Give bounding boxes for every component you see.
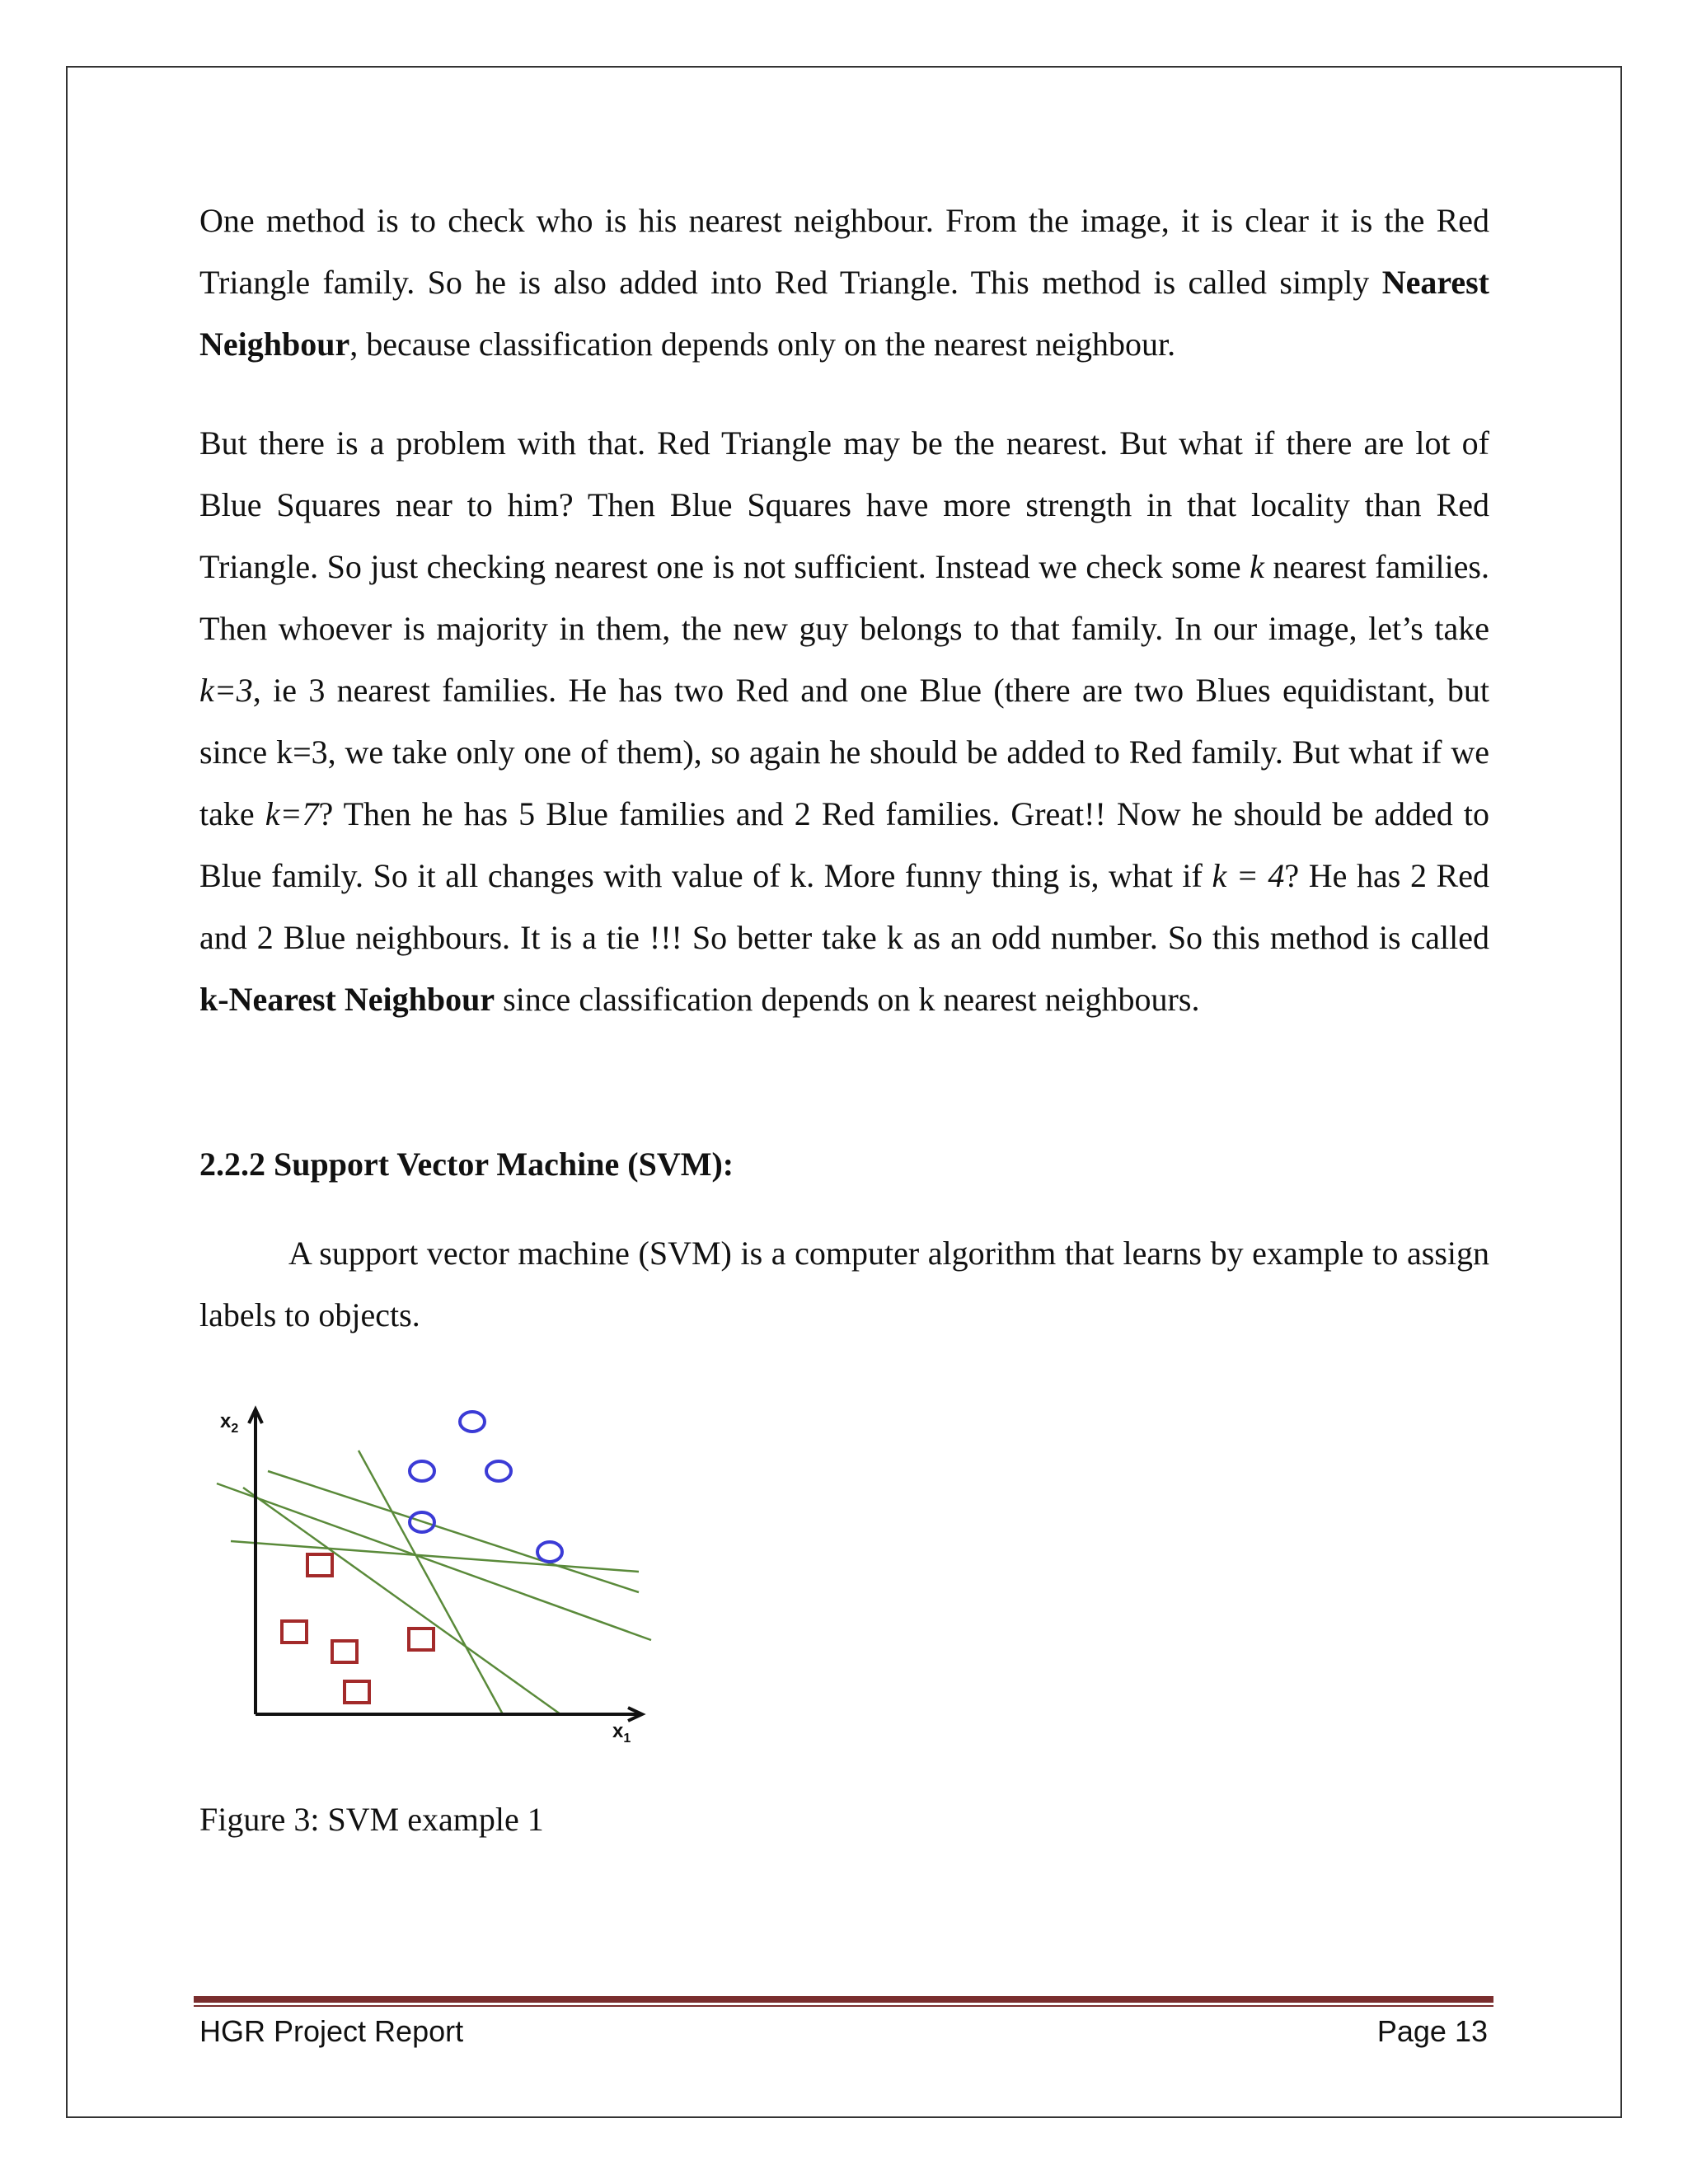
- red-square: [332, 1641, 357, 1662]
- text-span: One method is to check who is his nearest neighbour. From the image, it is clear it is the Red Triangle family. So he is also added into Red Triangle. This method is called simply: [199, 202, 1489, 301]
- footer-rule: [194, 1996, 1493, 2003]
- paragraph-nearest-neighbour: [199, 190, 1489, 375]
- text-span: But there is a problem with that. Red Triangle may be the nearest. But what if there are lot of Blue Squares near to him? Then Blue Squares have more strength in that locality than Red Triangle. So just checking nearest one is not sufficient. Instead we check some: [199, 424, 1489, 585]
- separating-line-5: [243, 1488, 560, 1714]
- text-span: ? He has 2 Red and 2 Blue neighbours. It is a tie !!! So better take k as an odd number. So this method is called: [199, 857, 1489, 956]
- red-square: [409, 1629, 434, 1650]
- text-span: ? Then he has 5 Blue families and 2 Red families. Great!! Now he should be added to Blue family. So it all changes with value of k. More funny thing is, what if: [199, 795, 1489, 894]
- svm-diagram: [210, 1397, 655, 1751]
- paragraph-svm-definition: A support vector machine (SVM) is a computer algorithm that learns by example to assign labels to objects.: [199, 1235, 1489, 1333]
- paragraph-knn: [199, 412, 1489, 1030]
- italic-term: k = 4: [1212, 857, 1285, 894]
- y-axis-label: $x_2$: [220, 1410, 239, 1436]
- bold-term: k-Nearest Neighbour: [199, 981, 495, 1018]
- separating-line-2: [268, 1471, 639, 1592]
- red-squares: [282, 1554, 434, 1703]
- text-span: , ie 3 nearest families. He has two Red and one Blue (there are two Blues equidistant, but since k=3, we take only one of them), so again he should be added to Red family. But what if we take: [199, 672, 1489, 832]
- red-square: [345, 1681, 369, 1703]
- footer-report-title: HGR Project Report: [199, 2014, 464, 2048]
- text-span: since classification depends on k nearest neighbours.: [495, 981, 1200, 1018]
- blue-circle: [460, 1412, 485, 1432]
- text-span: , because classification depends only on the nearest neighbour.: [349, 326, 1176, 363]
- italic-term: k: [1250, 548, 1264, 585]
- blue-circles: [410, 1412, 562, 1562]
- italic-term: k=3: [199, 672, 253, 709]
- footer-rule-thin: [194, 2005, 1493, 2007]
- bold-term: Nearest Neighbour: [199, 264, 1489, 363]
- text-span: nearest families. Then whoever is majority in them, the new guy belongs to that family. In our image, let’s take: [199, 548, 1490, 647]
- blue-circle: [537, 1542, 562, 1562]
- figure-caption: Figure 3: SVM example 1: [199, 1801, 544, 1838]
- italic-term: k=7: [265, 795, 319, 832]
- section-heading-svm: 2.2.2 Support Vector Machine (SVM):: [199, 1146, 734, 1183]
- blue-circle: [486, 1461, 511, 1481]
- x-axis-label: $x_1$: [612, 1720, 631, 1746]
- footer-page-number: Page 13: [1376, 2014, 1488, 2048]
- separating-line-4: [359, 1451, 503, 1714]
- svm-figure: [210, 1397, 655, 1751]
- red-square: [282, 1621, 307, 1643]
- hyperplane-lines: [217, 1451, 651, 1714]
- separating-line-1: [217, 1483, 651, 1640]
- red-square: [307, 1554, 332, 1576]
- separating-line-3: [231, 1541, 639, 1572]
- blue-circle: [410, 1461, 434, 1481]
